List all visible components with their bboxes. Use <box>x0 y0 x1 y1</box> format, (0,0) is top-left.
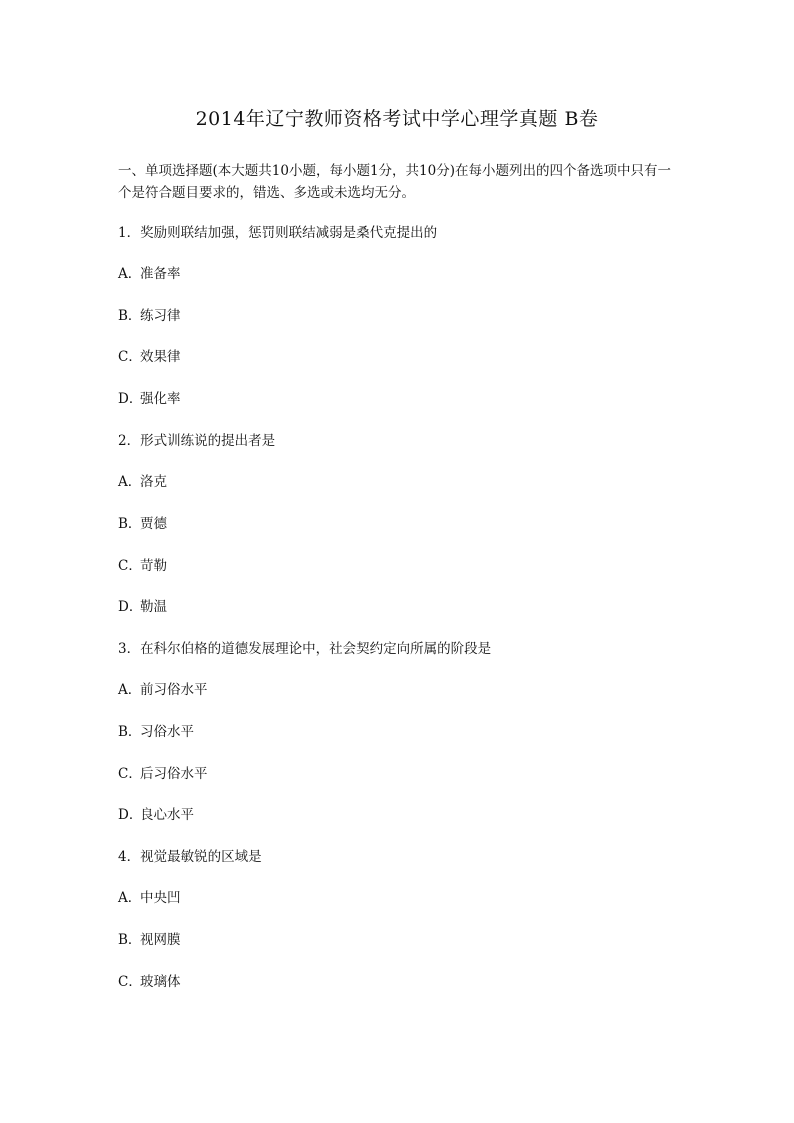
option-text: 准备率 <box>140 266 181 282</box>
option-key: B． <box>118 516 142 532</box>
option-text: 勒温 <box>140 599 167 615</box>
option-text: 前习俗水平 <box>140 682 208 698</box>
question-2-option-c <box>118 557 167 575</box>
option-key: D． <box>118 807 143 823</box>
option-text: 中央凹 <box>140 890 181 906</box>
option-key: C． <box>118 349 142 365</box>
option-text: 效果律 <box>140 349 181 365</box>
option-key: D． <box>118 391 143 407</box>
option-text: 玻璃体 <box>140 974 181 990</box>
option-text: 良心水平 <box>140 807 194 823</box>
question-3-option-a <box>118 681 208 699</box>
question-1-option-d <box>118 390 181 408</box>
option-text: 视网膜 <box>140 932 181 948</box>
question-1-stem: 1．奖励则联结加强，惩罚则联结减弱是桑代克提出的 <box>118 225 438 241</box>
question-1-option-c <box>118 348 181 366</box>
option-text: 苛勒 <box>140 558 167 574</box>
option-key: A． <box>118 266 142 282</box>
option-key: B． <box>118 308 142 324</box>
question-1-option-a <box>118 265 181 283</box>
option-key: D． <box>118 599 143 615</box>
option-key: C． <box>118 558 142 574</box>
option-key: B． <box>118 932 142 948</box>
option-key: A． <box>118 682 142 698</box>
question-3-option-b <box>118 723 194 741</box>
question-2-option-d <box>118 598 167 616</box>
option-text: 贾德 <box>140 516 167 532</box>
question-2-option-a <box>118 473 167 491</box>
question-2-stem: 2．形式训练说的提出者是 <box>118 433 276 449</box>
option-key: B． <box>118 724 142 740</box>
question-3-option-c <box>118 765 208 783</box>
section-instructions: 一、单项选择题(本大题共10小题，每小题1分，共10分)在每小题列出的四个备选项中只有一个是符合题目要求的，错选、多选或未选均无分。 <box>118 163 671 201</box>
question-4-option-b <box>118 931 181 949</box>
option-key: A． <box>118 474 142 490</box>
question-3-stem: 3．在科尔伯格的道德发展理论中，社会契约定向所属的阶段是 <box>118 641 492 657</box>
question-3-option-d <box>118 806 194 824</box>
option-text: 练习律 <box>140 308 181 324</box>
option-key: C． <box>118 974 142 990</box>
question-4-option-a <box>118 889 181 907</box>
option-key: C． <box>118 766 142 782</box>
option-text: 后习俗水平 <box>140 766 208 782</box>
question-2-option-b <box>118 515 167 533</box>
option-text: 洛克 <box>140 474 167 490</box>
question-4-stem: 4．视觉最敏锐的区域是 <box>118 849 262 865</box>
question-1-option-b <box>118 307 181 325</box>
option-key: A． <box>118 890 142 906</box>
option-text: 习俗水平 <box>140 724 194 740</box>
document-title: 2014年辽宁教师资格考试中学心理学真题 B卷 <box>195 108 599 130</box>
option-text: 强化率 <box>140 391 181 407</box>
question-4-option-c <box>118 973 181 991</box>
